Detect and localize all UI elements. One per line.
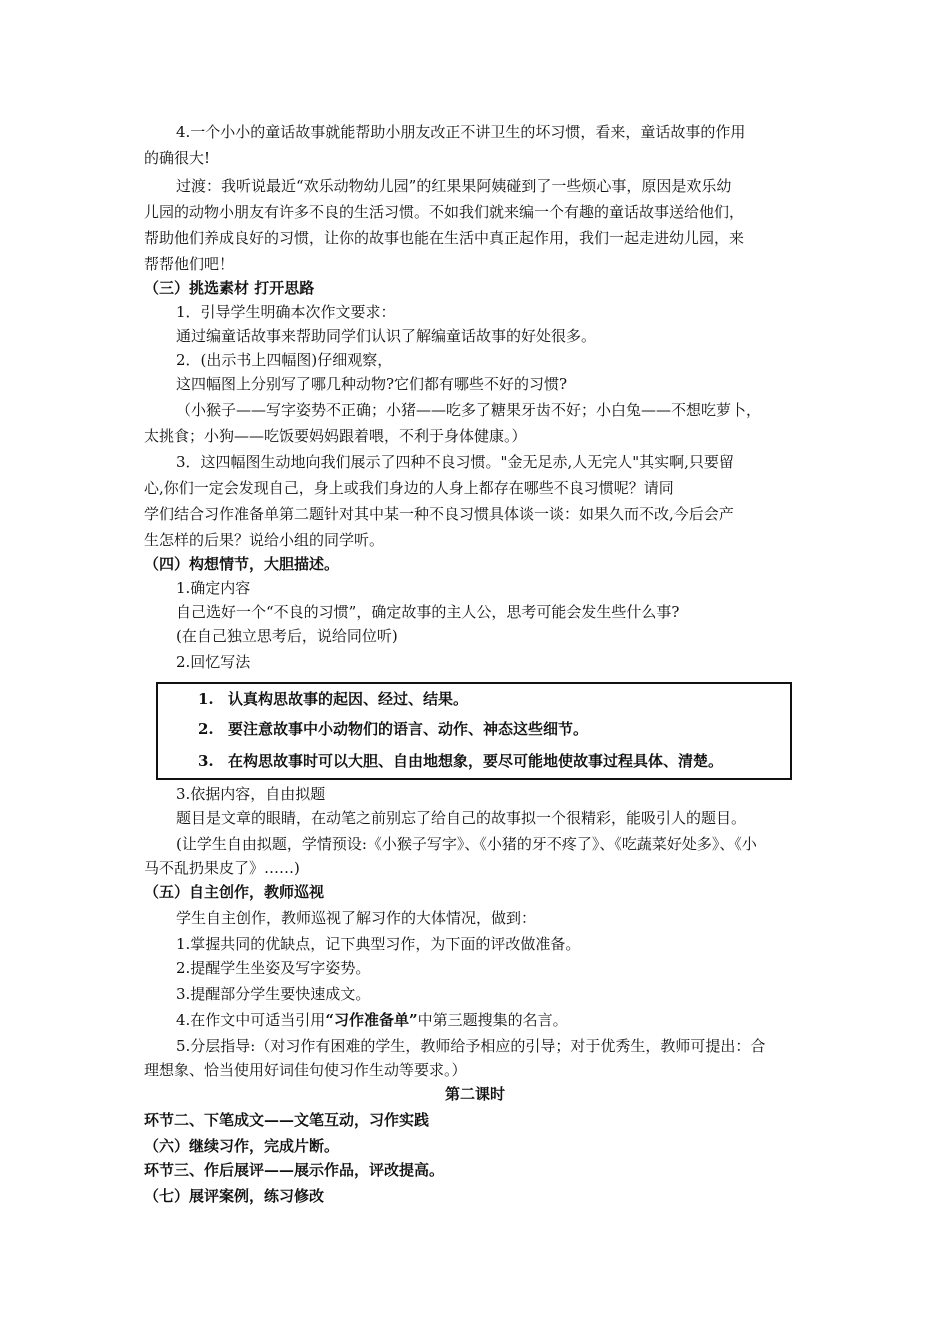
section-heading: （四）构想情节，大胆描述。 bbox=[144, 555, 340, 573]
paragraph-line: 帮助他们养成良好的习惯，让你的故事也能在生活中真正起作用，我们一起走进幼儿园，来 bbox=[144, 229, 745, 247]
paragraph-line: 题目是文章的眼睛，在动笔之前别忘了给自己的故事拟一个很精彩，能吸引人的题目。 bbox=[176, 809, 747, 827]
paragraph-line: 2．(出示书上四幅图)仔细观察， bbox=[176, 351, 393, 369]
tip-item bbox=[198, 718, 588, 740]
tip-number: 3. bbox=[198, 752, 214, 770]
paragraph-line: 学生自主创作，教师巡视了解习作的大体情况，做到： bbox=[176, 909, 537, 927]
paragraph-line: 2.提醒学生坐姿及写字姿势。 bbox=[176, 959, 371, 977]
paragraph-line: （小猴子——写字姿势不正确；小猪——吃多了糖果牙齿不好；小白兔——不想吃萝卜， bbox=[176, 401, 762, 419]
lesson-title: 第二课时 bbox=[444, 1085, 505, 1103]
paragraph-line: 1.掌握共同的优缺点，记下典型习作，为下面的评改做准备。 bbox=[176, 935, 581, 953]
tip-number: 2. bbox=[198, 720, 214, 738]
paragraph-line: 过渡：我听说最近“欢乐动物幼儿园”的红果果阿姨碰到了一些烦心事，原因是欢乐幼 bbox=[176, 177, 732, 195]
paragraph-line: 1．引导学生明确本次作文要求： bbox=[176, 303, 396, 321]
tip-number: 1. bbox=[198, 690, 214, 708]
section-heading: （三）挑选素材 打开思路 bbox=[144, 279, 315, 297]
paragraph-line: 4.一个小小的童话故事就能帮助小朋友改正不讲卫生的坏习惯，看来，童话故事的作用 bbox=[176, 123, 746, 141]
paragraph-line: 太挑食；小狗——吃饭要妈妈跟着喂，不利于身体健康。） bbox=[144, 427, 527, 445]
section-heading: 环节二、下笔成文——文笔互动，习作实践 bbox=[144, 1111, 430, 1129]
section-heading: 环节三、作后展评——展示作品，评改提高。 bbox=[144, 1161, 445, 1179]
paragraph-line bbox=[176, 1009, 568, 1031]
paragraph-line: 3．这四幅图生动地向我们展示了四种不良习惯。"金无足赤,人无完人"其实啊,只要留 bbox=[176, 453, 734, 471]
tip-text: 在构思故事时可以大胆、自由地想象，要尽可能地使故事过程具体、清楚。 bbox=[228, 752, 724, 770]
writing-tips-box bbox=[156, 682, 792, 780]
section-heading: （七）展评案例，练习修改 bbox=[144, 1187, 325, 1205]
line-segment: 中第三题搜集的名言。 bbox=[417, 1011, 568, 1029]
paragraph-line: 心,你们一定会发现自己，身上或我们身边的人身上都存在哪些不良习惯呢？请同 bbox=[144, 479, 674, 497]
paragraph-line: 3.依据内容，自由拟题 bbox=[176, 785, 326, 803]
paragraph-line: 的确很大! bbox=[144, 149, 211, 167]
tip-item bbox=[198, 750, 723, 772]
paragraph-line: 学们结合习作准备单第二题针对其中某一种不良习惯具体谈一谈：如果久而不改,今后会产 bbox=[144, 505, 734, 523]
paragraph-line: 自己选好一个“不良的习惯”，确定故事的主人公，思考可能会发生些什么事? bbox=[176, 603, 680, 621]
section-heading: （六）继续习作，完成片断。 bbox=[144, 1137, 340, 1155]
paragraph-line: 5.分层指导:（对习作有困难的学生，教师给予相应的引导；对于优秀生，教师可提出：合 bbox=[176, 1037, 766, 1055]
paragraph-line: (在自己独立思考后，说给同位听) bbox=[176, 627, 398, 645]
tip-text: 认真构思故事的起因、经过、结果。 bbox=[228, 690, 469, 708]
worksheet-reference: “习作准备单” bbox=[325, 1011, 418, 1029]
paragraph-line: (让学生自由拟题，学情预设:《小猴子写字》、《小猪的牙不疼了》、《吃蔬菜好处多》、《小 bbox=[176, 835, 757, 853]
tip-item bbox=[198, 688, 468, 710]
paragraph-line: 1.确定内容 bbox=[176, 579, 251, 597]
paragraph-line: 生怎样的后果？说给小组的同学听。 bbox=[144, 531, 385, 549]
paragraph-line: 帮帮他们吧！ bbox=[144, 255, 235, 273]
paragraph-line: 理想象、恰当使用好词佳句使习作生动等要求。） bbox=[144, 1061, 467, 1079]
paragraph-line: 3.提醒部分学生要快速成文。 bbox=[176, 985, 371, 1003]
paragraph-line: 儿园的动物小朋友有许多不良的生活习惯。不如我们就来编一个有趣的童话故事送给他们， bbox=[144, 203, 745, 221]
tip-text: 要注意故事中小动物们的语言、动作、神态这些细节。 bbox=[228, 720, 589, 738]
line-segment: 4.在作文中可适当引用 bbox=[176, 1011, 326, 1029]
paragraph-line: 2.回忆写法 bbox=[176, 653, 251, 671]
paragraph-line: 马不乱扔果皮了》……) bbox=[144, 859, 300, 877]
section-heading: （五）自主创作，教师巡视 bbox=[144, 883, 325, 901]
paragraph-line: 这四幅图上分别写了哪几种动物?它们都有哪些不好的习惯? bbox=[176, 375, 568, 393]
paragraph-line: 通过编童话故事来帮助同学们认识了解编童话故事的好处很多。 bbox=[176, 327, 597, 345]
